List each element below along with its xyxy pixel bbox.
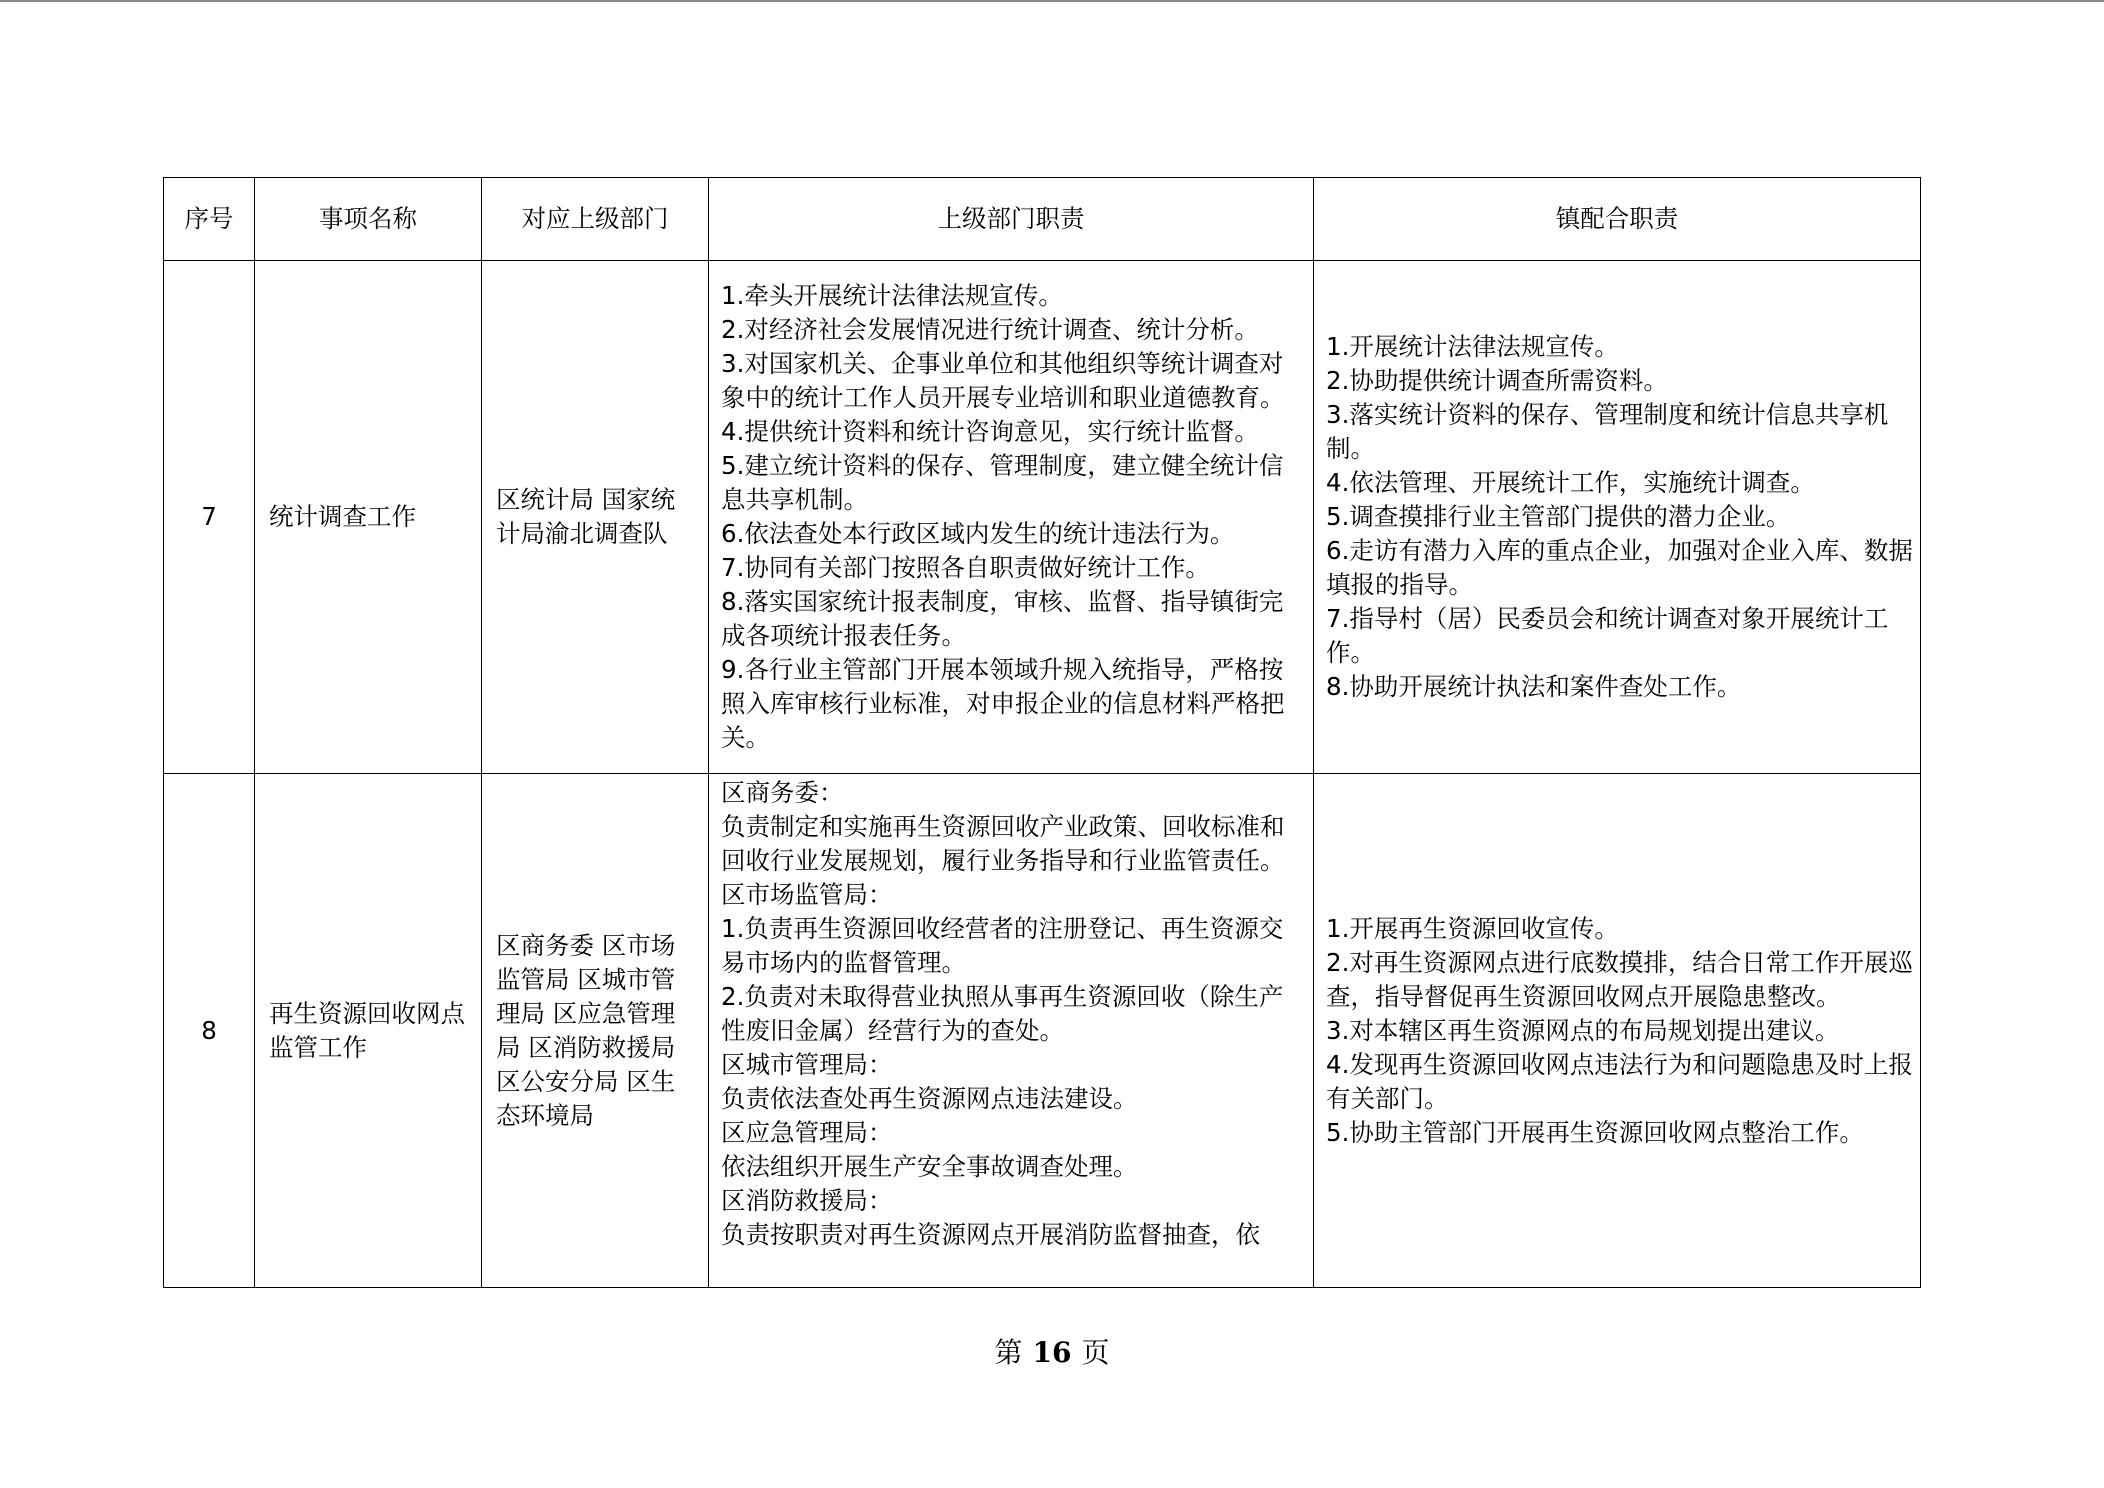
duty-line: 区市场监管局： — [721, 880, 893, 909]
duty-line: 1.开展再生资源回收宣传。 — [1326, 913, 1619, 943]
header-item-name: 事项名称 — [255, 178, 482, 261]
row-upper-duties — [709, 261, 1314, 774]
duty-line: 区消防救援局： — [721, 1186, 893, 1215]
duty-line: 1.开展统计法律法规宣传。 — [1326, 332, 1619, 361]
duty-line: 区城市管理局： — [721, 1050, 893, 1079]
duty-line: 4.依法管理、开展统计工作，实施统计调查。 — [1326, 468, 1815, 497]
duty-line: 8.协助开展统计执法和案件查处工作。 — [1326, 672, 1742, 701]
page-suffix: 页 — [1081, 1336, 1110, 1369]
row-upper-dept: 区商务委 区市场监管局 区城市管理局 区应急管理局 区消防救援局 区公安分局 区生态环境局 — [482, 774, 709, 1288]
table-row — [164, 774, 1921, 1288]
page-number: 16 — [1032, 1336, 1072, 1369]
duty-line: 2.对经济社会发展情况进行统计调查、统计分析。 — [721, 315, 1259, 344]
row-town-duties — [1314, 774, 1921, 1288]
duty-line: 区应急管理局： — [721, 1118, 893, 1147]
duty-line: 6.走访有潜力入库的重点企业，加强对企业入库、数据填报的指导。 — [1326, 536, 1913, 599]
duty-line: 7.指导村（居）民委员会和统计调查对象开展统计工作。 — [1326, 604, 1889, 667]
duty-line: 5.建立统计资料的保存、管理制度，建立健全统计信息共享机制。 — [721, 451, 1284, 514]
top-border-line — [0, 0, 2104, 2]
duty-line: 9.各行业主管部门开展本领域升规入统指导，严格按照入库审核行业标准，对申报企业的信息材料严格把关。 — [721, 655, 1285, 752]
header-town-duties: 镇配合职责 — [1314, 178, 1921, 261]
table-row — [164, 261, 1921, 774]
row-seq: 7 — [164, 261, 255, 774]
duty-line: 3.对国家机关、企事业单位和其他组织等统计调查对象中的统计工作人员开展专业培训和职业道德教育。 — [721, 349, 1285, 412]
duty-line: 区商务委： — [721, 778, 844, 807]
duty-line: 5.调查摸排行业主管部门提供的潜力企业。 — [1326, 502, 1791, 531]
row-town-duties — [1314, 261, 1921, 774]
row-upper-duties — [709, 774, 1314, 1288]
header-upper-dept: 对应上级部门 — [482, 178, 709, 261]
row-item-name: 再生资源回收网点监管工作 — [255, 774, 482, 1288]
row-seq: 8 — [164, 774, 255, 1288]
duty-table — [163, 177, 1921, 1288]
page-footer — [0, 1331, 2104, 1371]
duty-line: 依法组织开展生产安全事故调查处理。 — [721, 1152, 1138, 1181]
duty-line: 2.协助提供统计调查所需资料。 — [1326, 366, 1668, 395]
duty-line: 4.提供统计资料和统计咨询意见，实行统计监督。 — [721, 417, 1259, 446]
duty-line: 负责依法查处再生资源网点违法建设。 — [721, 1084, 1138, 1113]
duty-line: 5.协助主管部门开展再生资源回收网点整治工作。 — [1326, 1117, 1864, 1147]
duty-line: 2.负责对未取得营业执照从事再生资源回收（除生产性废旧金属）经营行为的查处。 — [721, 982, 1284, 1045]
header-upper-duties: 上级部门职责 — [709, 178, 1314, 261]
duty-line: 6.依法查处本行政区域内发生的统计违法行为。 — [721, 519, 1235, 548]
page-prefix: 第 — [994, 1336, 1023, 1369]
header-seq: 序号 — [164, 178, 255, 261]
duty-line: 3.对本辖区再生资源网点的布局规划提出建议。 — [1326, 1015, 1840, 1045]
duty-line: 负责按职责对再生资源网点开展消防监督抽查，依 — [721, 1220, 1260, 1249]
row-upper-dept: 区统计局 国家统计局渝北调查队 — [482, 261, 709, 774]
duty-line: 7.协同有关部门按照各自职责做好统计工作。 — [721, 553, 1210, 582]
duty-line: 负责制定和实施再生资源回收产业政策、回收标准和回收行业发展规划，履行业务指导和行业监管责任。 — [721, 812, 1285, 875]
duty-line: 4.发现再生资源回收网点违法行为和问题隐患及时上报有关部门。 — [1326, 1049, 1913, 1113]
duty-line: 8.落实国家统计报表制度，审核、监督、指导镇街完成各项统计报表任务。 — [721, 587, 1284, 650]
table-header-row — [164, 178, 1921, 261]
row-item-name: 统计调查工作 — [255, 261, 482, 774]
duty-line: 1.负责再生资源回收经营者的注册登记、再生资源交易市场内的监督管理。 — [721, 914, 1284, 977]
duty-line: 1.牵头开展统计法律法规宣传。 — [721, 281, 1063, 310]
duty-line: 2.对再生资源网点进行底数摸排，结合日常工作开展巡查，指导督促再生资源回收网点开展隐患整改。 — [1326, 947, 1913, 1011]
duty-line: 3.落实统计资料的保存、管理制度和统计信息共享机制。 — [1326, 400, 1889, 463]
